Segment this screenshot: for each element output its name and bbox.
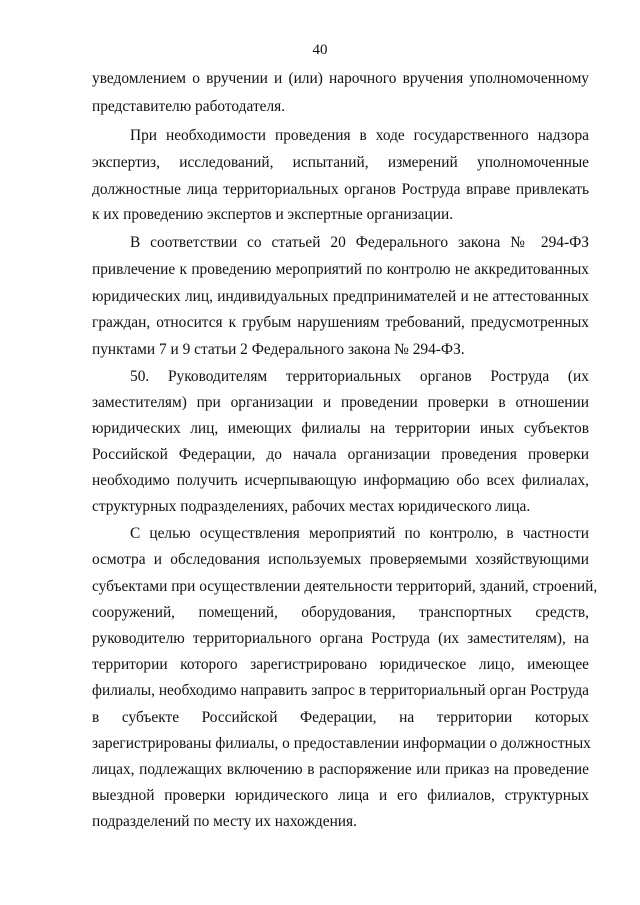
text-line: С целью осуществления мероприятий по контролю, в частности bbox=[130, 525, 589, 542]
text-line: субъектами при осуществлении деятельности территорий, зданий, строений, bbox=[92, 578, 598, 595]
text-line: подразделений по месту их нахождения. bbox=[92, 813, 357, 830]
text-line: Российской Федерации, до начала организации проведения проверки bbox=[92, 446, 589, 463]
text-line: В соответствии со статьей 20 Федерального закона № 294-ФЗ bbox=[130, 234, 589, 251]
text-line: сооружений, помещений, оборудования, транспортных средств, bbox=[92, 604, 589, 621]
text-line: пунктами 7 и 9 статьи 2 Федерального закона № 294-ФЗ. bbox=[92, 341, 465, 358]
text-line: руководителю территориального органа Роструда (их заместителям), на bbox=[92, 630, 589, 647]
text-line: 50. Руководителям территориальных органов Роструда (их bbox=[130, 368, 589, 385]
text-line: должностные лица территориальных органов Роструда вправе привлекать bbox=[92, 181, 589, 198]
text-line: привлечение к проведению мероприятий по контролю не аккредитованных bbox=[92, 261, 589, 278]
text-line: территории которого зарегистрировано юридическое лицо, имеющее bbox=[92, 656, 589, 673]
text-line: заместителям) при организации и проведении проверки в отношении bbox=[92, 394, 589, 411]
text-line: зарегистрированы филиалы, о предоставлении информации о должностных bbox=[92, 735, 591, 752]
text-line: уведомлением о вручении и (или) нарочного вручения уполномоченному bbox=[92, 70, 589, 87]
text-line: экспертиз, исследований, испытаний, измерений уполномоченные bbox=[92, 154, 589, 171]
text-line: юридических лиц, имеющих филиалы на территории иных субъектов bbox=[92, 420, 589, 437]
page-number: 40 bbox=[312, 42, 328, 58]
text-line: необходимо получить исчерпывающую информацию обо всех филиалах, bbox=[92, 472, 589, 489]
text-line: в субъекте Российской Федерации, на территории которых bbox=[92, 709, 589, 726]
text-line: лицах, подлежащих включению в распоряжение или приказ на проведение bbox=[92, 761, 589, 778]
text-line: При необходимости проведения в ходе государственного надзора bbox=[130, 127, 589, 144]
text-line: к их проведению экспертов и экспертные организации. bbox=[92, 206, 454, 223]
text-line: выездной проверки юридического лица и его филиалов, структурных bbox=[92, 787, 589, 804]
text-line: структурных подразделениях, рабочих местах юридического лица. bbox=[92, 498, 531, 515]
text-line: юридических лиц, индивидуальных предпринимателей и не аттестованных bbox=[92, 288, 589, 305]
text-line: граждан, относится к грубым нарушениям требований, предусмотренных bbox=[92, 314, 589, 331]
text-line: осмотра и обследования используемых проверяемыми хозяйствующими bbox=[92, 551, 589, 568]
text-line: филиалы, необходимо направить запрос в территориальный орган Роструда bbox=[92, 682, 589, 699]
text-line: представителю работодателя. bbox=[92, 98, 286, 115]
